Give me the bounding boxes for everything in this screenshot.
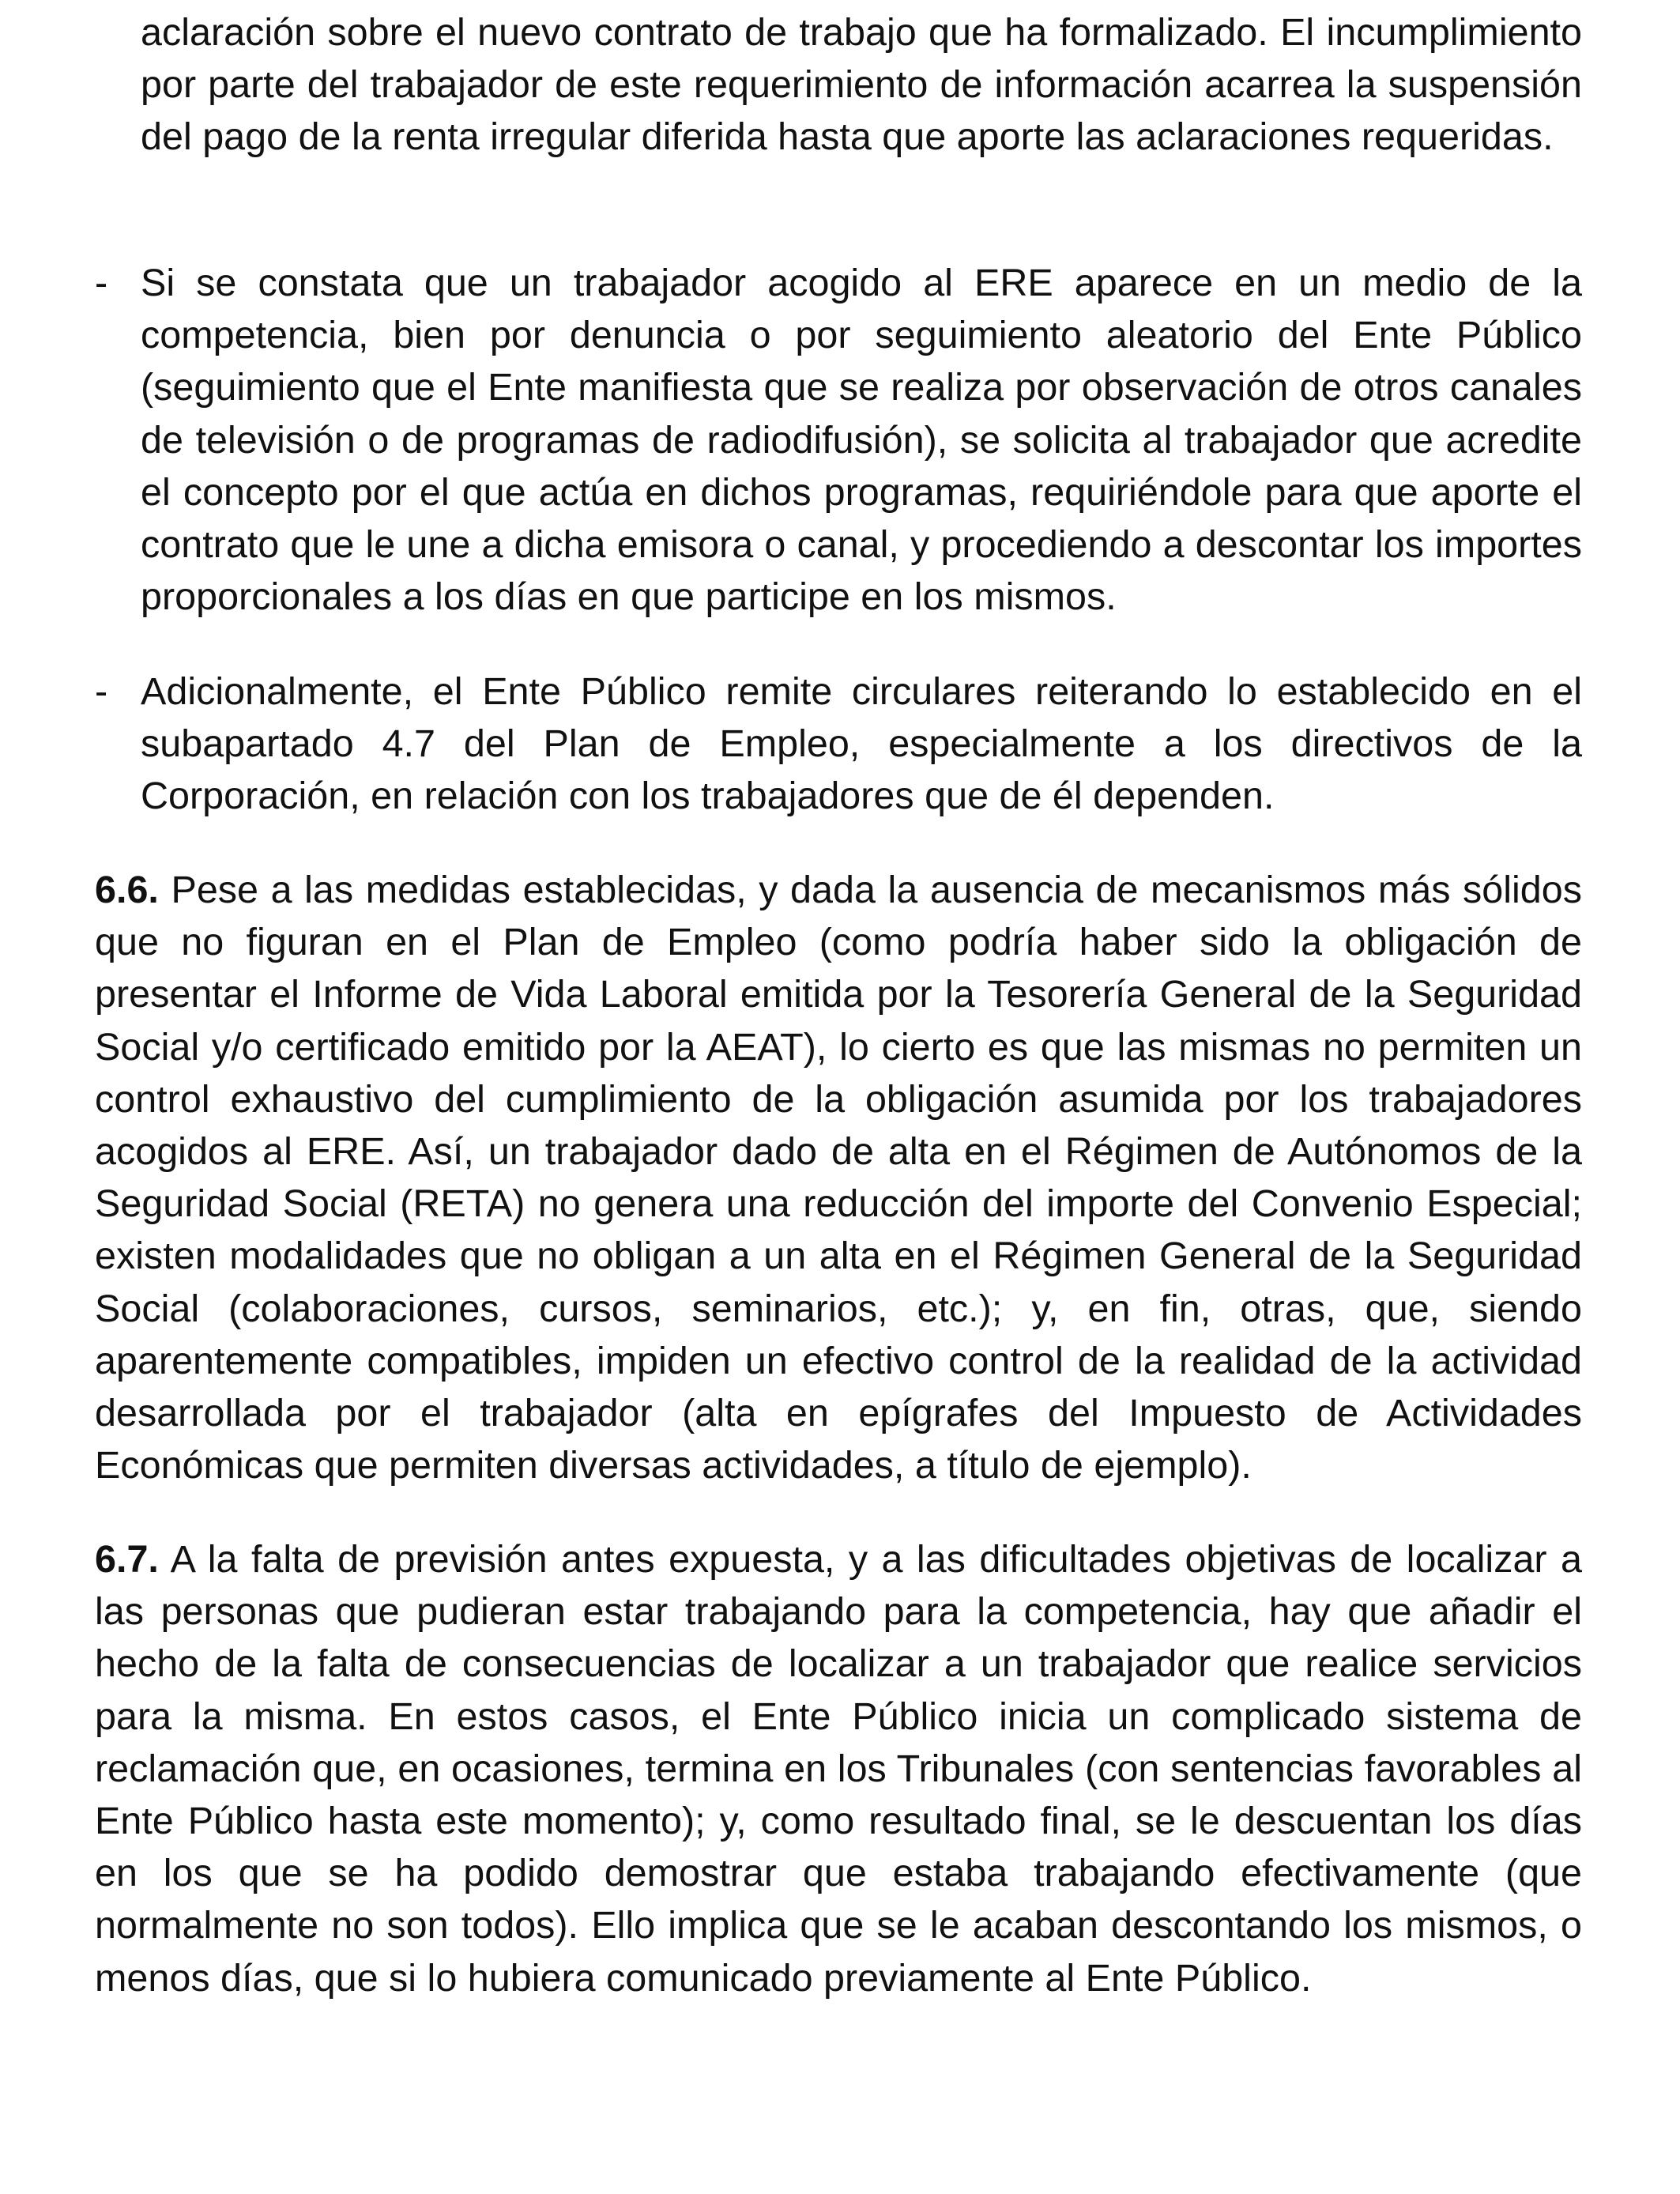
section-number: 6.7. [95, 1538, 159, 1581]
bullet-text: Si se constata que un trabajador acogido al ERE aparece en un medio de la competencia, bien por denuncia o por seguimiento aleatorio del Ente Público (seguimiento que el Ente manifiesta que se realiza por observación de otros canales de televisión o de programas de radiodifusión), se solicita al trabajador que acredite el concepto por el que actúa en dichos programas, requiriéndole para que aporte el contrato que le une a dicha emisora o canal, y procediendo a descontar los importes proporcionales a los días en que participe en los mismos. [141, 262, 1582, 619]
bullet-dash: - [95, 262, 108, 304]
section-text: Pese a las medidas establecidas, y dada la ausencia de mecanismos más sólidos que no figuran en el Plan de Empleo (como podría haber sido la obligación de presentar el Informe de Vida Laboral emitida por la Tesorería General de la Seguridad Social y/o certificado emitido por la AEAT), lo cierto es que las mismas no permiten un control exhaustivo del cumplimiento de la obligación asumida por los trabajadores acogidos al ERE. Así, un trabajador dado de alta en el Régimen de Autónomos de la Seguridad Social (RETA) no genera una reducción del importe del Convenio Especial; existen modalidades que no obligan a un alta en el Régimen General de la Seguridad Social (colaboraciones, cursos, seminarios, etc.); y, en fin, otras, que, siendo aparentemente compatibles, impiden un efectivo control de la realidad de la actividad desarrollada por el trabajador (alta en epígrafes del Impuesto de Actividades Económicas que permiten diversas actividades, a título de ejemplo). [95, 869, 1582, 1487]
bullet-dash: - [95, 670, 108, 713]
section-6-7-paragraph [95, 1533, 1582, 2004]
section-number: 6.6. [95, 869, 159, 911]
section-text: A la falta de previsión antes expuesta, y a las dificultades objetivas de localizar a las personas que pudieran estar trabajando para la competencia, hay que añadir el hecho de la falta de consecuencias de localizar a un trabajador que realice servicios para la misma. En estos casos, el Ente Público inicia un complicado sistema de reclamación que, en ocasiones, termina en los Tribunales (con sentencias favorables al Ente Público hasta este momento); y, como resultado final, se le descuentan los días en los que se ha podido demostrar que estaba trabajando efectivamente (que normalmente no son todos). Ello implica que se le acaban descontando los mismos, o menos días, que si lo hubiera comunicado previamente al Ente Público. [95, 1538, 1582, 2000]
section-6-6-paragraph [95, 864, 1582, 1491]
continuation-paragraph: aclaración sobre el nuevo contrato de trabajo que ha formalizado. El incumplimiento por parte del trabajador de este requerimiento de información acarrea la suspensión del pago de la renta irregular diferida hasta que aporte las aclaraciones requeridas. [141, 11, 1582, 159]
bullet-text: Adicionalmente, el Ente Público remite circulares reiterando lo establecido en el subapartado 4.7 del Plan de Empleo, especialmente a los directivos de la Corporación, en relación con los trabajadores que de él dependen. [141, 670, 1582, 818]
